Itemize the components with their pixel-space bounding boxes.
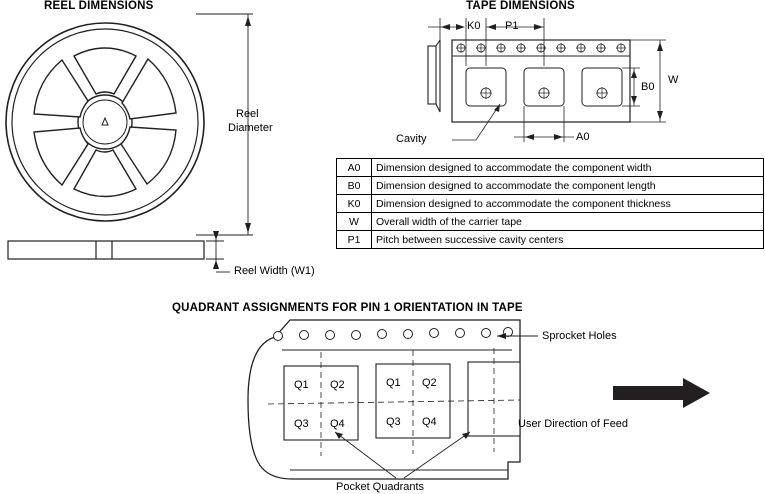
user-direction-of-feed-label: User Direction of Feed	[518, 418, 629, 430]
reel-width-label: Reel Width (W1)	[234, 265, 315, 277]
tape-a0-arrow-left	[525, 134, 534, 140]
definition-text: Pitch between successive cavity centers	[372, 231, 764, 249]
tape-w-arrow-top	[657, 42, 663, 51]
quadrant-label-q3-pocket2: Q3	[386, 416, 401, 428]
quadrant-label-q2-pocket1: Q2	[330, 379, 345, 391]
tape-sprocket-holes	[456, 43, 626, 53]
quadrant-label-q4-pocket1: Q4	[330, 418, 345, 430]
reel-width-arrow-top	[213, 231, 219, 240]
tape-cavity-label: Cavity	[396, 133, 427, 145]
quadrant-label-q3-pocket1: Q3	[294, 418, 309, 430]
quadrant-label-q1-pocket2: Q1	[386, 377, 401, 389]
tape-dimensions-title: TAPE DIMENSIONS	[466, 0, 575, 12]
reel-diameter-arrow-top	[245, 16, 251, 26]
tape-p1-arrow-left	[487, 24, 496, 30]
tape-p1-arrow-right	[534, 24, 543, 30]
tape-k0-label: K0	[467, 20, 481, 32]
dimension-definitions-table	[336, 158, 764, 249]
reel-diameter-label-line1: Reel	[236, 108, 259, 120]
reel-drawing	[6, 14, 253, 272]
reel-diameter-arrow-bottom	[245, 223, 251, 233]
tape-a0-arrow-right	[554, 134, 563, 140]
quadrant-label-q4-pocket2: Q4	[422, 416, 437, 428]
reel-diameter-label-line2: Diameter	[228, 122, 273, 134]
tape-p1-label: P1	[505, 20, 519, 32]
tape-left-end	[428, 40, 440, 112]
definition-code: W	[337, 213, 372, 231]
reel-width-arrow-bottom	[213, 260, 219, 269]
quadrant-pockets	[284, 362, 520, 440]
definition-code: P1	[337, 231, 372, 249]
definition-text: Overall width of the carrier tape	[372, 213, 764, 231]
tape-drawing	[428, 18, 666, 142]
table-row	[337, 231, 764, 249]
tape-w-label: W	[668, 74, 679, 86]
tape-cavities	[466, 68, 622, 106]
tape-w-arrow-bottom	[657, 111, 663, 120]
tape-b0-arrow-top	[631, 70, 637, 78]
definition-text: Dimension designed to accommodate the component thickness	[372, 195, 764, 213]
tape-k0-arrow-left	[441, 24, 450, 30]
quadrant-drawing	[248, 320, 710, 479]
table-row	[337, 213, 764, 231]
quadrant-label-q2-pocket2: Q2	[422, 377, 437, 389]
definition-code: B0	[337, 177, 372, 195]
tape-k0-arrow-right	[456, 24, 465, 30]
definition-text: Dimension designed to accommodate the component length	[372, 177, 764, 195]
definition-text: Dimension designed to accommodate the component width	[372, 159, 764, 177]
table-row	[337, 195, 764, 213]
sprocket-holes-label: Sprocket Holes	[542, 330, 617, 342]
reel-side-view	[8, 241, 204, 259]
tape-b0-arrow-bottom	[631, 96, 637, 104]
definition-code: A0	[337, 159, 372, 177]
table-row	[337, 177, 764, 195]
reel-dimensions-title: REEL DIMENSIONS	[44, 0, 154, 12]
table-row	[337, 159, 764, 177]
feed-direction-arrow	[613, 378, 710, 408]
quadrant-label-q1-pocket1: Q1	[294, 379, 309, 391]
reel-width-dimension	[206, 232, 224, 268]
definition-code: K0	[337, 195, 372, 213]
pocket-quadrants-label: Pocket Quadrants	[336, 481, 425, 493]
quadrant-assignments-title: QUADRANT ASSIGNMENTS FOR PIN 1 ORIENTATION IN TAPE	[172, 302, 523, 314]
tape-a0-label: A0	[576, 131, 590, 143]
tape-b0-label: B0	[641, 81, 655, 93]
